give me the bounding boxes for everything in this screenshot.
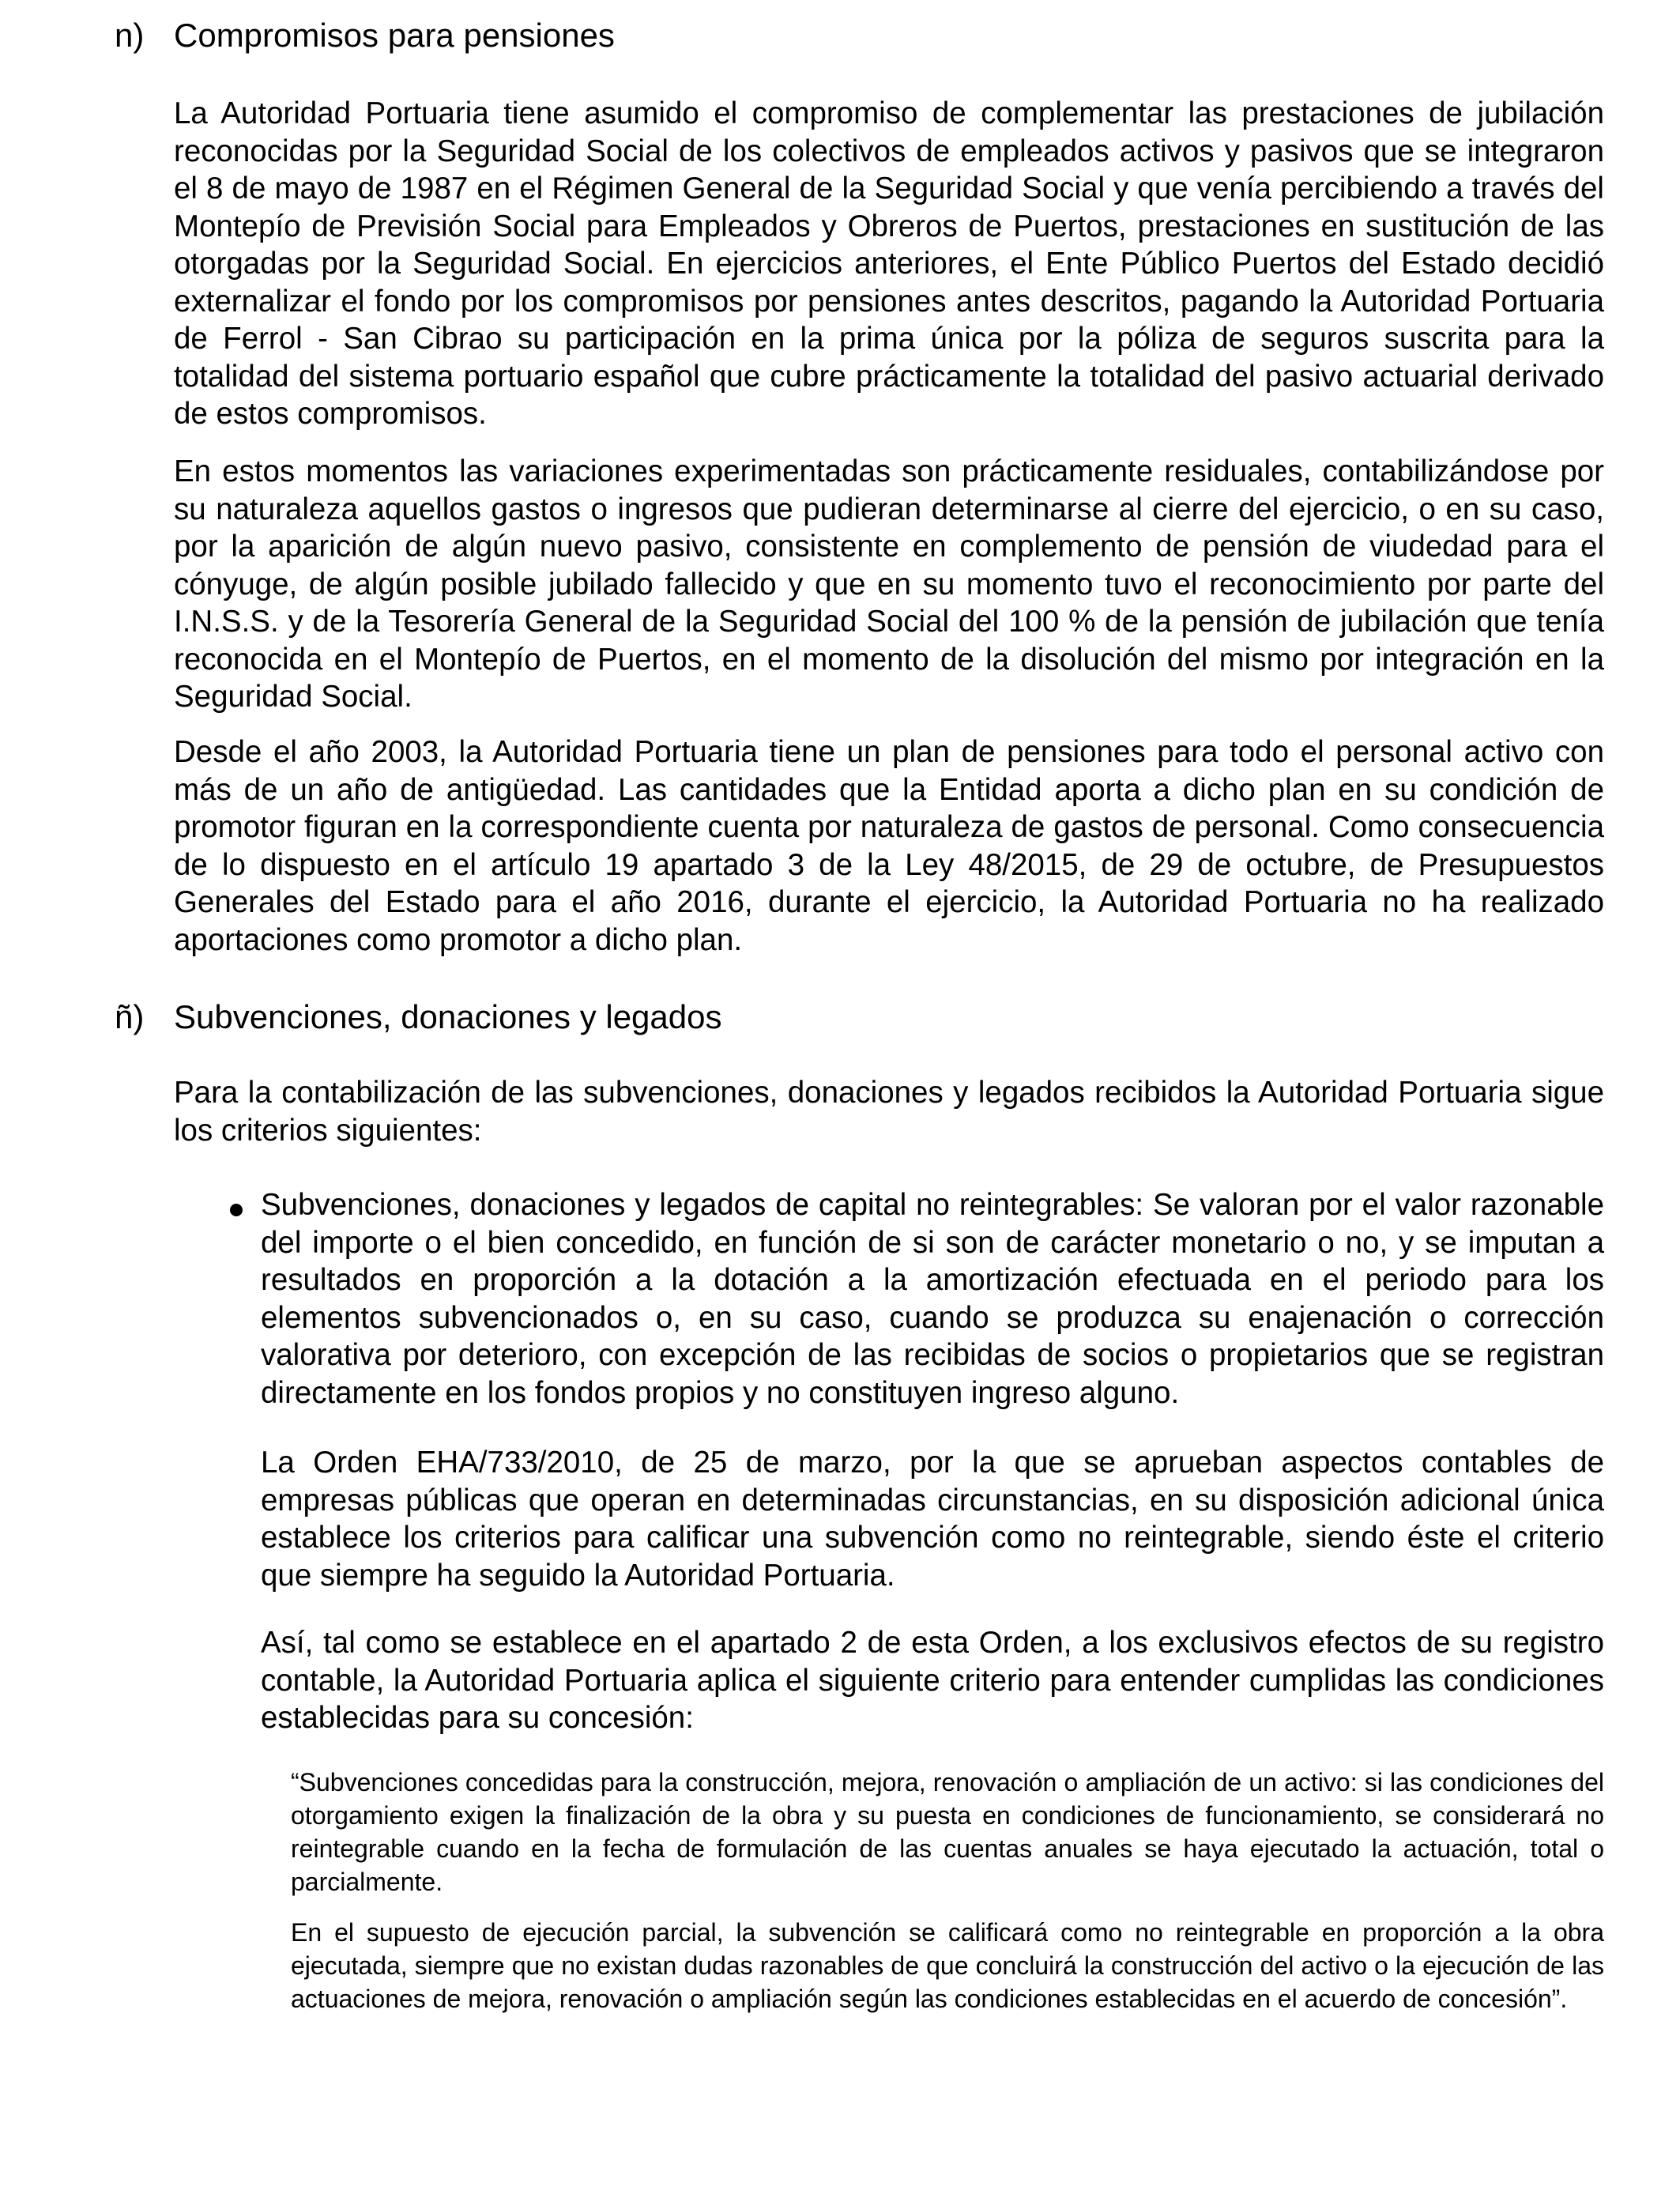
- section-marker: ñ): [115, 998, 145, 1035]
- paragraph-intro: Para la contabilización de las subvenciones, donaciones y legados recibidos la Autoridad Portuaria sigue los criterios siguientes:: [174, 1076, 1604, 1148]
- bullet-paragraph: Así, tal como se establece en el apartado 2 de esta Orden, a los exclusivos efectos de su registro contable, la Autoridad Portuaria aplica el siguiente criterio para entender cumplidas las condiciones establecidas para su concesión:: [261, 1626, 1604, 1735]
- section-title: Compromisos para pensiones: [174, 17, 615, 54]
- bullet-paragraph: La Orden EHA/733/2010, de 25 de marzo, por la que se aprueban aspectos contables de empresas públicas que operan en determinadas circunstancias, en su disposición adicional única establece los criterios para calificar una subvención como no reintegrable, siendo éste el criterio que siempre ha seguido la Autoridad Portuaria.: [261, 1446, 1604, 1593]
- paragraph: Desde el año 2003, la Autoridad Portuaria tiene un plan de pensiones para todo el personal activo con más de un año de antigüedad. Las cantidades que la Entidad aporta a dicho plan en su condición de promotor figuran en la correspondiente cuenta por naturaleza de gastos de personal. Como consecuencia de lo dispuesto en el artículo 19 apartado 3 de la Ley 48/2015, de 29 de octubre, de Presupuestos Generales del Estado para el año 2016, durante el ejercicio, la Autoridad Portuaria no ha realizado aportaciones como promotor a dicho plan.: [174, 735, 1604, 957]
- paragraph: En estos momentos las variaciones experimentadas son prácticamente residuales, contabilizándose por su naturaleza aquellos gastos o ingresos que pudieran determinarse al cierre del ejercicio, o en su caso, por la aparición de algún nuevo pasivo, consistente en complemento de pensión de viudedad para el cónyuge, de algún posible jubilado fallecido y que en su momento tuvo el reconocimiento por parte del I.N.S.S. y de la Tesorería General de la Seguridad Social del 100 % de la pensión de jubilación que tenía reconocida en el Montepío de Puertos, en el momento de la disolución del mismo por integración en la Seguridad Social.: [174, 454, 1604, 714]
- paragraph: La Autoridad Portuaria tiene asumido el compromiso de complementar las prestaciones de jubilación reconocidas por la Seguridad Social de los colectivos de empleados activos y pasivos que se integraron el 8 de mayo de 1987 en el Régimen General de la Seguridad Social y que venía percibiendo a través del Montepío de Previsión Social para Empleados y Obreros de Puertos, prestaciones en sustitución de las otorgadas por la Seguridad Social. En ejercicios anteriores, el Ente Público Puertos del Estado decidió externalizar el fondo por los compromisos por pensiones antes descritos, pagando la Autoridad Portuaria de Ferrol - San Cibrao su participación en la prima única por la póliza de seguros suscrita para la totalidad del sistema portuario español que cubre prácticamente la totalidad del pasivo actuarial derivado de estos compromisos.: [174, 96, 1604, 431]
- section-title: Subvenciones, donaciones y legados: [174, 998, 722, 1035]
- bullet-icon: [230, 1204, 243, 1216]
- section-marker: n): [115, 17, 145, 54]
- section-heading-subvenciones: [115, 997, 722, 1037]
- section-heading-pensiones: [115, 16, 615, 55]
- quote-paragraph: “Subvenciones concedidas para la construcción, mejora, renovación o ampliación de un activo: si las condiciones del otorgamiento exigen la finalización de la obra y su puesta en condiciones de funcionamiento, se considerará no reintegrable cuando en la fecha de formulación de las cuentas anuales se haya ejecutado la actuación, total o parcialmente.: [291, 1768, 1604, 1896]
- bullet-paragraph: Subvenciones, donaciones y legados de capital no reintegrables: Se valoran por el valor razonable del importe o el bien concedido, en función de si son de carácter monetario o no, y se imputan a resultados en proporción a la dotación a la amortización efectuada en el periodo para los elementos subvencionados o, en su caso, cuando se produzca su enajenación o corrección valorativa por deterioro, con excepción de las recibidas de socios o propietarios que se registran directamente en los fondos propios y no constituyen ingreso alguno.: [261, 1188, 1604, 1410]
- quote-paragraph: En el supuesto de ejecución parcial, la subvención se calificará como no reintegrable en proporción a la obra ejecutada, siempre que no existan dudas razonables de que concluirá la construcción del activo o la ejecución de las actuaciones de mejora, renovación o ampliación según las condiciones establecidas en el acuerdo de concesión”.: [291, 1918, 1604, 2013]
